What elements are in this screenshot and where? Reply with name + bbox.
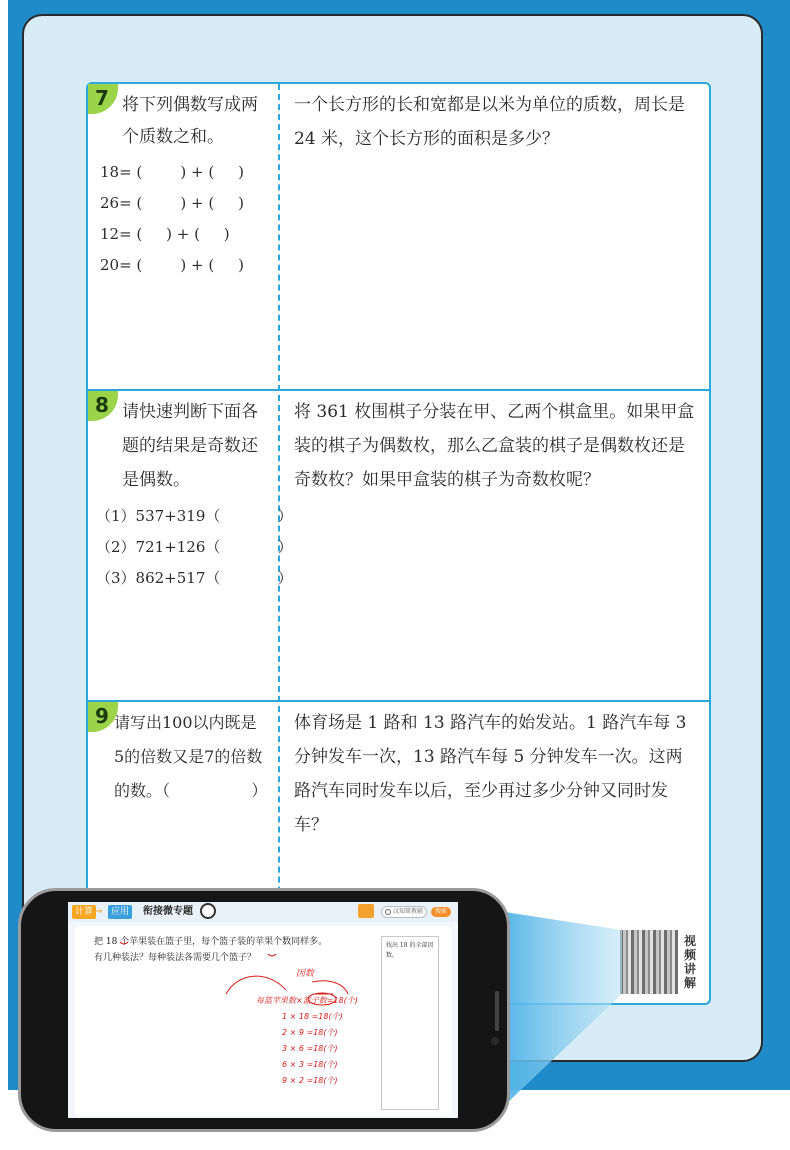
ink-row-2: 2 × 9 =18(个) xyxy=(282,1028,338,1037)
arc-arrow-right xyxy=(312,981,348,994)
question-8-prompt-line-2: 题的结果是奇数还 xyxy=(122,436,258,456)
tag-apply: 应用 xyxy=(108,905,132,919)
question-7-prompt-line-1: 将下列偶数写成两 xyxy=(122,95,258,115)
question-7-badge: 7 xyxy=(88,84,118,114)
ink-row-1: 1 × 18 =18(个) xyxy=(282,1012,343,1021)
search-button[interactable]: 搜索 xyxy=(431,907,451,917)
video-explanation-label: 视 频 讲 解 xyxy=(684,934,697,990)
question-9-badge: 9 xyxy=(88,702,118,732)
tag-calc: 计算 xyxy=(72,905,96,919)
question-7-blank-4: 20= ( ) + ( ) xyxy=(100,256,244,274)
question-9-prompt-line-3: 的数。（ ） xyxy=(114,781,268,800)
ink-note: 因数 xyxy=(296,969,315,979)
arrow-icon: ⇒ xyxy=(95,907,103,917)
ink-row-3: 3 × 6 =18(个) xyxy=(282,1044,338,1053)
video-title: 衔接微专题 xyxy=(143,906,193,917)
video-problem-text: 把 18 个苹果装在篮子里，每个篮子装的苹果个数同样多。有几种装法？每种装法各需要几个篮子？ xyxy=(94,937,328,963)
phone-camera xyxy=(491,1037,499,1045)
ink-row-4: 6 × 3 =18(个) xyxy=(282,1060,338,1069)
question-8-prompt-line-1: 请快速判断下面各 xyxy=(122,402,258,422)
search-input[interactable]: 汉知简教辅 xyxy=(381,906,427,918)
phone-side-button xyxy=(495,991,499,1031)
arc-arrow-left xyxy=(226,976,286,994)
handwritten-solution xyxy=(68,902,458,1118)
question-8-badge: 8 xyxy=(88,391,118,421)
ink-header: 每篮苹果数×篮子数=18(个) xyxy=(256,996,358,1005)
question-9-prompt-line-2: 5的倍数又是7的倍数 xyxy=(114,747,263,766)
question-8-item-2: （2）721+126（ ） xyxy=(96,538,293,556)
question-8-word-problem: 将 361 枚围棋子分装在甲、乙两个棋盒里。如果甲盒装的棋子为偶数枚，那么乙盒装的棋子是偶数枚还是奇数枚？如果甲盒装的棋子为奇数枚呢？ xyxy=(294,402,695,490)
question-7-prompt-line-2: 个质数之和。 xyxy=(122,127,224,147)
question-7-blank-2: 26= ( ) + ( ) xyxy=(100,194,244,212)
question-7-blank-3: 12= ( ) + ( ) xyxy=(100,225,230,243)
question-8-item-1: （1）537+319（ ） xyxy=(96,507,293,525)
hint-text: 找出 18 的全部因数。 xyxy=(386,942,434,959)
question-7-blank-1: 18= ( ) + ( ) xyxy=(100,163,244,181)
underline-mark-1 xyxy=(120,942,128,944)
question-8-prompt-line-3: 是偶数。 xyxy=(122,470,190,490)
underline-mark-2 xyxy=(268,954,276,956)
question-8-item-3: （3）862+517（ ） xyxy=(96,569,293,587)
question-9-prompt-line-1: 请写出100以内既是 xyxy=(114,713,257,732)
ink-row-5: 9 × 2 =18(个) xyxy=(282,1076,338,1085)
phone-screen xyxy=(68,902,458,1118)
question-7-word-problem: 一个长方形的长和宽都是以米为单位的质数，周长是 24 米，这个长方形的面积是多少？ xyxy=(294,95,685,149)
question-9-word-problem: 体育场是 1 路和 13 路汽车的始发站。1 路汽车每 3 分钟发车一次，13 路汽车每 5 分钟发车一次。这两路汽车同时发车以后，至少再过多少分钟又同时发车？ xyxy=(294,713,687,835)
